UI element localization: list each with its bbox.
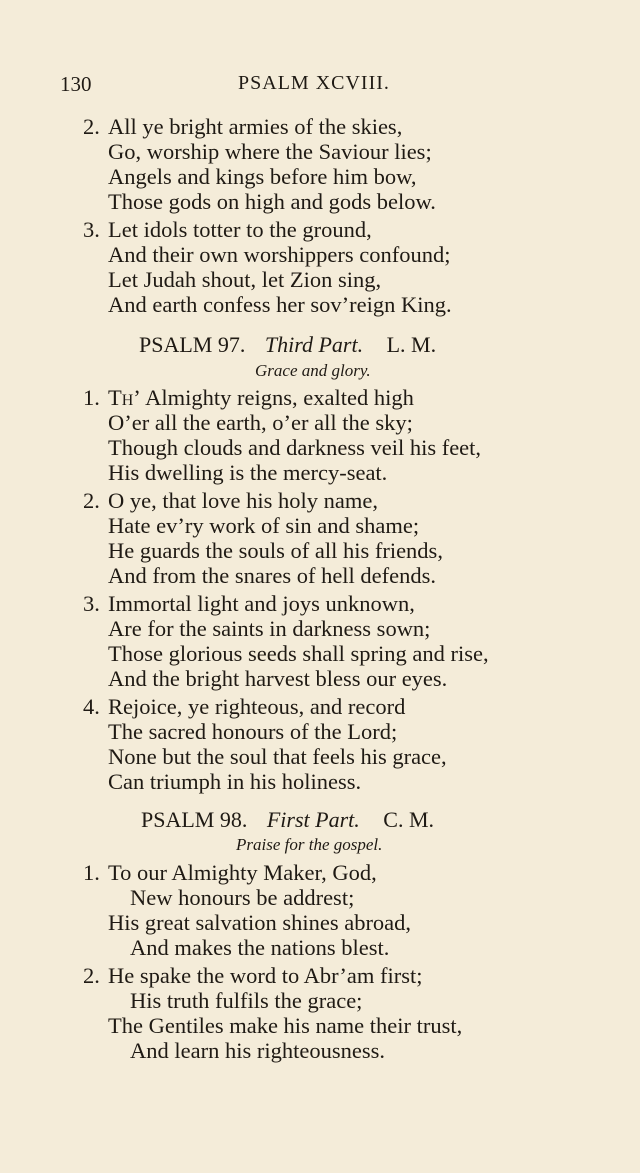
verse-line: All ye bright armies of the skies, [108,114,403,139]
verse-line: O’er all the earth, o’er all the sky; [108,410,413,435]
verse-line: And the bright harvest bless our eyes. [108,666,448,691]
verse-line: None but the soul that feels his grace, [108,744,447,769]
psalm-meter: L. M. [386,332,437,357]
psalm-subtitle: Praise for the gospel. [236,835,383,854]
opening-line-rest: Almighty reigns, exalted high [140,385,414,410]
stanza-number: 4. [83,694,100,719]
verse-line: And learn his righteousness. [130,1038,385,1063]
verse-line: Let idols totter to the ground, [108,217,372,242]
verse-line: And makes the nations blest. [130,935,390,960]
psalm-meter: C. M. [383,807,435,832]
verse-line: Go, worship where the Saviour lies; [108,139,432,164]
page-header [60,72,580,102]
stanza-number: 3. [83,591,100,616]
verse-line: His dwelling is the mercy-seat. [108,460,388,485]
psalm-subtitle: Grace and glory. [255,361,371,380]
opening-word: Th’ [108,385,141,410]
verse-line: The sacred honours of the Lord; [108,719,398,744]
verse-line: His great salvation shines abroad, [108,910,412,935]
verse-line: Hate ev’ry work of sin and shame; [108,513,420,538]
verse-line: Are for the saints in darkness sown; [108,616,431,641]
verse-line: To our Almighty Maker, God, [108,860,377,885]
verse-line: Can triumph in his holiness. [108,769,362,794]
page-number: 130 [60,72,92,96]
verse-line: Immortal light and joys unknown, [108,591,415,616]
stanza-number: 1. [83,860,100,885]
psalm-heading [141,809,434,831]
stanza-number: 3. [83,217,100,242]
verse-line: Rejoice, ye righteous, and record [108,694,406,719]
stanza-number: 2. [83,963,100,988]
psalm-title: PSALM 97. [139,332,246,357]
verse-line [108,387,414,410]
verse-line: Though clouds and darkness veil his feet, [108,435,482,460]
verse-line: And their own worshippers confound; [108,242,451,267]
verse-line: And from the snares of hell defends. [108,563,437,588]
verse-line: And earth confess her sov’reign King. [108,292,452,317]
stanza-number: 2. [83,488,100,513]
running-head: PSALM XCVIII. [238,72,390,94]
verse-line: Let Judah shout, let Zion sing, [108,267,382,292]
psalm-title: PSALM 98. [141,807,248,832]
stanza-number: 2. [83,114,100,139]
verse-line: Those glorious seeds shall spring and rise, [108,641,489,666]
verse-line: New honours be addrest; [130,885,355,910]
verse-line: He guards the souls of all his friends, [108,538,443,563]
verse-line: The Gentiles make his name their trust, [108,1013,463,1038]
psalm-heading [139,334,436,356]
stanza-number: 1. [83,385,100,410]
psalm-part: First Part. [266,807,360,832]
verse-line: O ye, that love his holy name, [108,488,378,513]
verse-line: Angels and kings before him bow, [108,164,417,189]
verse-line: Those gods on high and gods below. [108,189,436,214]
verse-line: He spake the word to Abr’am first; [108,963,423,988]
psalm-part: Third Part. [264,332,364,357]
verse-line: His truth fulfils the grace; [130,988,363,1013]
